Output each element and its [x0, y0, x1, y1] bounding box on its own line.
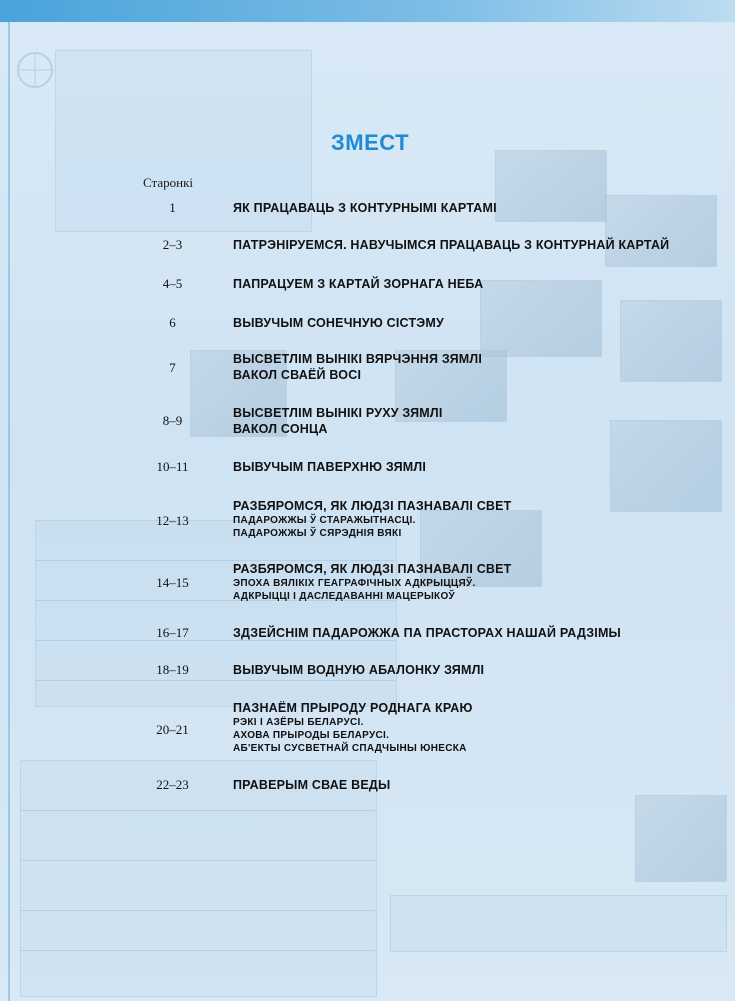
entry-subtitles [233, 514, 703, 540]
entry-title: ЯК ПРАЦАВАЦЬ З КОНТУРНЫМІ КАРТАМІ [233, 201, 497, 215]
entry-title: РАЗБЯРОМСЯ, ЯК ЛЮДЗІ ПАЗНАВАЛІ СВЕТ [233, 499, 512, 513]
entry-subtitles [233, 716, 703, 755]
entry-title: ПАЗНАЁМ ПРЫРОДУ РОДНАГА КРАЮ [233, 701, 473, 715]
entry-title: ПАПРАЦУЕМ З КАРТАЙ ЗОРНАГА НЕБА [233, 277, 484, 291]
entry-subtitle: АДКРЫЦЦІ І ДАСЛЕДАВАННІ МАЦЕРЫКОЎ [233, 591, 456, 602]
pages-column-header: Старонкі [143, 175, 193, 190]
entry-pages: 7 [169, 360, 176, 375]
entry-pages: 12–13 [156, 513, 189, 528]
entry-subtitle: ЭПОХА ВЯЛІКІХ ГЕАГРАФІЧНЫХ АДКРЫЦЦЯЎ. [233, 578, 476, 589]
entry-title: ПРАВЕРЫМ СВАЕ ВЕДЫ [233, 778, 391, 792]
entry-title: ВЫВУЧЫМ СОНЕЧНУЮ СІСТЭМУ [233, 316, 444, 330]
entry-pages: 2–3 [162, 237, 183, 252]
entry-title: ВЫСВЕТЛІМ ВЫНІКІ РУХУ ЗЯМЛІ [233, 406, 443, 420]
entry-title: ЗДЗЕЙСНІМ ПАДАРОЖЖА ПА ПРАСТОРАХ НАШАЙ РАДЗІМЫ [233, 626, 621, 640]
entry-pages: 10–11 [156, 459, 189, 474]
entry-subtitle: АБ'ЕКТЫ СУСВЕТНАЙ СПАДЧЫНЫ ЮНЕСКА [233, 743, 467, 754]
entry-pages: 8–9 [162, 413, 183, 428]
entry-pages: 4–5 [162, 276, 183, 291]
entry-title-line2: ВАКОЛ СОНЦА [233, 422, 328, 436]
entry-title: ВЫВУЧЫМ ВОДНУЮ АБАЛОНКУ ЗЯМЛІ [233, 663, 485, 677]
entry-subtitle: ПАДАРОЖЖЫ Ў СЯРЭДНІЯ ВЯКІ [233, 528, 402, 539]
entry-pages: 6 [169, 315, 176, 330]
entry-pages: 16–17 [156, 625, 189, 640]
entry-subtitles [233, 577, 703, 603]
entry-subtitle: ПАДАРОЖЖЫ Ў СТАРАЖЫТНАСЦІ. [233, 515, 416, 526]
left-margin-rule [8, 22, 10, 1001]
entry-pages: 1 [169, 200, 176, 215]
entry-pages: 22–23 [156, 777, 189, 792]
entry-title: ВЫСВЕТЛІМ ВЫНІКІ ВЯРЧЭННЯ ЗЯМЛІ [233, 352, 483, 366]
entry-pages: 20–21 [156, 722, 189, 737]
entry-pages: 14–15 [156, 575, 189, 590]
ghost-globe-icon [15, 50, 55, 90]
entry-title-line2: ВАКОЛ СВАЁЙ ВОСІ [233, 368, 362, 382]
entry-subtitle: РЭКІ І АЗЁРЫ БЕЛАРУСІ. [233, 717, 364, 728]
entry-pages: 18–19 [156, 662, 189, 677]
toc-title: ЗМЕСТ [330, 130, 410, 155]
top-color-band [0, 0, 735, 22]
entry-title: ПАТРЭНІРУЕМСЯ. НАВУЧЫМСЯ ПРАЦАВАЦЬ З КОНТУРНАЙ КАРТАЙ [233, 238, 670, 252]
entry-subtitle: АХОВА ПРЫРОДЫ БЕЛАРУСІ. [233, 730, 390, 741]
entry-title: ВЫВУЧЫМ ПАВЕРХНЮ ЗЯМЛІ [233, 460, 427, 474]
entry-title: РАЗБЯРОМСЯ, ЯК ЛЮДЗІ ПАЗНАВАЛІ СВЕТ [233, 562, 512, 576]
